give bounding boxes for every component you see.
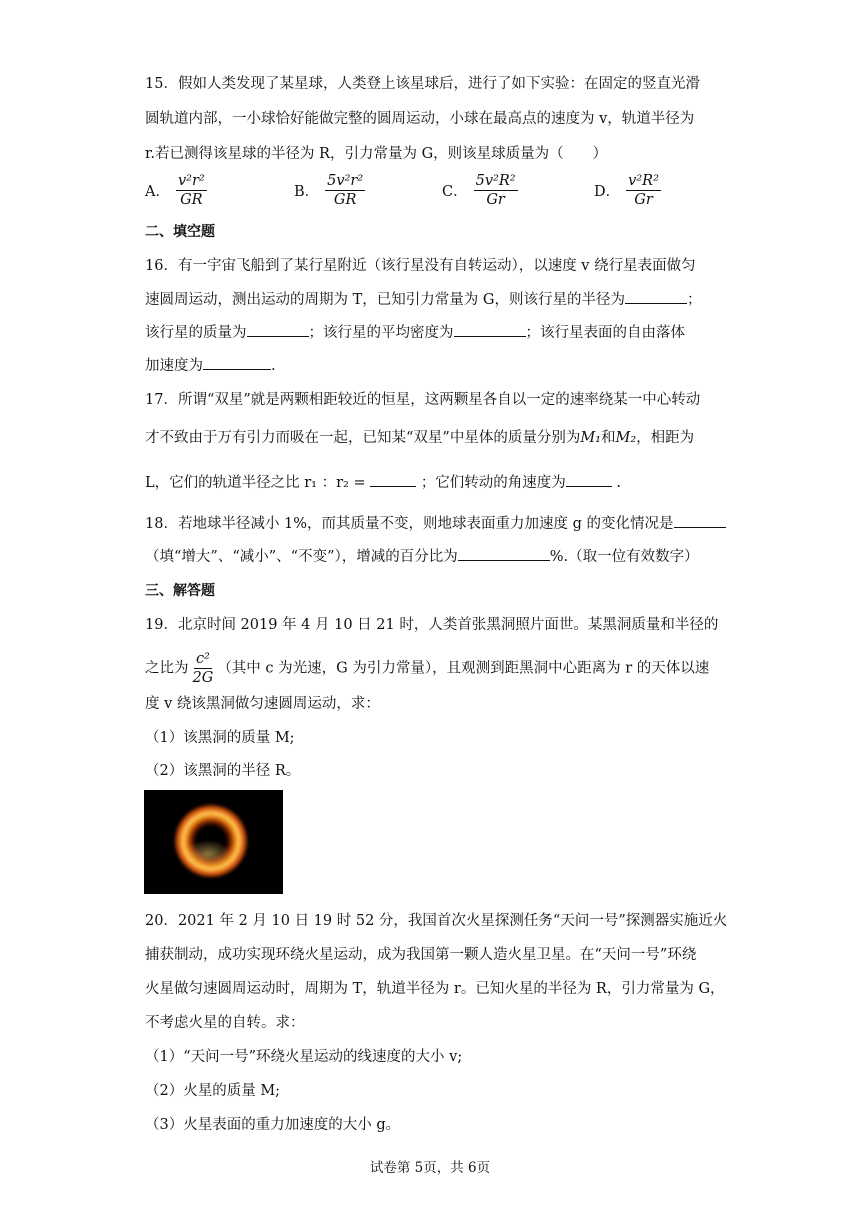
section-heading-fill-in: 二、填空题 [145, 224, 215, 240]
answer-blank[interactable] [454, 322, 526, 337]
q17-text: 和 [601, 430, 616, 446]
q19-sub-1: （1）该黑洞的质量 M; [145, 730, 295, 746]
fraction-numerator: v²R² [628, 173, 659, 189]
q15-option-c [442, 172, 520, 209]
q19-sub-2: （2）该黑洞的半径 R。 [145, 763, 301, 779]
q20-line-1: 20．2021 年 2 月 10 日 19 时 52 分，我国首次火星探测任务“天问一号”探测器实施近火 [145, 913, 728, 929]
fraction-denominator: 2G [192, 670, 214, 686]
q15-option-b [294, 172, 367, 209]
q16-line-1: 16．有一宇宙飞船到了某行星附近（该行星没有自转运动），以速度 v 绕行星表面做匀 [145, 258, 696, 274]
q20-sub-2: （2）火星的质量 M; [145, 1083, 281, 1099]
q20-line-2: 捕获制动，成功实现环绕火星运动，成为我国第一颗人造火星卫星。在“天问一号”环绕 [145, 947, 697, 963]
q16-text: ；该行星的平均密度为 [308, 325, 454, 341]
q19-line-3: 度 v 绕该黑洞做匀速圆周运动，求： [145, 696, 380, 712]
q16-text: 速圆周运动，测出运动的周期为 T，已知引力常量为 G，则该行星的半径为 [145, 292, 625, 308]
q18-line-1 [145, 513, 720, 534]
q15-option-d [594, 172, 663, 209]
fraction-numerator: v²r² [177, 173, 205, 189]
answer-blank[interactable] [625, 289, 687, 304]
fraction-denominator: GR [180, 192, 203, 208]
q15-line-1: 15．假如人类发现了某星球，人类登上该星球后，进行了如下实验：在固定的竖直光滑 [145, 76, 700, 92]
q16-line-4 [145, 355, 720, 376]
option-fraction [626, 172, 661, 209]
q18-line-2 [145, 546, 720, 567]
q17-line-1: 17．所谓“双星”就是两颗相距较近的恒星，这两颗星各自以一定的速率绕某一中心转动 [145, 392, 701, 408]
fraction-denominator: Gr [634, 192, 653, 208]
q16-text: . [271, 358, 276, 374]
fraction-numerator: 5v²r² [327, 173, 364, 189]
ratio-fraction [191, 650, 216, 687]
q20-sub-3: （3）火星表面的重力加速度的大小 g。 [145, 1117, 401, 1133]
q17-line-3 [145, 472, 720, 493]
fraction-denominator: GR [333, 192, 357, 208]
q15-option-a [145, 172, 209, 209]
q20-sub-1: （1）“天问一号”环绕火星运动的线速度的大小 v; [145, 1049, 463, 1065]
option-label: D． [594, 184, 621, 200]
q20-line-4: 不考虑火星的自转。求： [145, 1015, 305, 1031]
fraction-numerator: c² [195, 651, 210, 667]
q16-text: ；该行星表面的自由落体 [525, 325, 685, 341]
q15-line-2: 圆轨道内部，一小球恰好能做完整的圆周运动，小球在最高点的速度为 v，轨道半径为 [145, 111, 695, 127]
q17-text: ；它们转动的角速度为 [420, 475, 566, 491]
option-label: B． [294, 184, 320, 200]
q16-text: ； [686, 292, 702, 308]
ring-glow [184, 840, 232, 868]
q18-text: （填“增大”、“减小”、“不变”），增减的百分比为 [145, 549, 458, 565]
q17-text: 才不致由于万有引力而吸在一起，已知某“双星”中星体的质量分别为 [145, 430, 581, 446]
answer-blank[interactable] [674, 513, 726, 528]
q17-text: . [616, 475, 622, 491]
option-fraction [176, 172, 207, 209]
mass-m2: M₂ [615, 430, 637, 446]
q16-text: 该行星的质量为 [145, 325, 247, 341]
q17-line-2 [145, 428, 720, 448]
option-fraction [474, 172, 518, 209]
answer-blank[interactable] [370, 472, 416, 487]
option-label: A． [145, 184, 170, 200]
option-fraction [325, 172, 365, 209]
q18-text: %.（取一位有效数字） [549, 549, 699, 565]
q17-text: ，相距为 [636, 430, 695, 446]
option-label: C． [442, 184, 468, 200]
q16-line-3 [145, 322, 720, 343]
mass-m1: M₁ [580, 430, 601, 446]
black-hole-image [144, 790, 283, 894]
q20-line-3: 火星做匀速圆周运动时，周期为 T，轨道半径为 r。已知火星的半径为 R，引力常量为 G， [145, 981, 725, 997]
answer-blank[interactable] [203, 355, 271, 370]
q15-line-3: r.若已测得该星球的半径为 R，引力常量为 G，则该星球质量为（ ） [145, 146, 608, 162]
q18-text: 18．若地球半径减小 1%，而其质量不变，则地球表面重力加速度 g 的变化情况是 [145, 516, 674, 532]
page-footer: 试卷第 5页，共 6页 [369, 1160, 491, 1176]
q19-line-2 [145, 650, 720, 690]
answer-blank[interactable] [247, 322, 309, 337]
q17-text: L，它们的轨道半径之比 r₁ ：r₂ = [145, 475, 366, 491]
fraction-numerator: 5v²R² [475, 173, 516, 189]
answer-blank[interactable] [458, 546, 550, 561]
section-heading-solve: 三、解答题 [145, 583, 215, 599]
q19-text: （其中 c 为光速，G 为引力常量），且观测到距黑洞中心距离为 r 的天体以速 [217, 660, 710, 677]
q16-text: 加速度为 [145, 358, 203, 374]
q16-line-2 [145, 289, 720, 310]
q19-text: 之比为 [145, 660, 189, 677]
q19-line-1: 19．北京时间 2019 年 4 月 10 日 21 时，人类首张黑洞照片面世。某黑洞质量和半径的 [145, 617, 719, 633]
answer-blank[interactable] [566, 472, 612, 487]
fraction-denominator: Gr [486, 192, 505, 208]
